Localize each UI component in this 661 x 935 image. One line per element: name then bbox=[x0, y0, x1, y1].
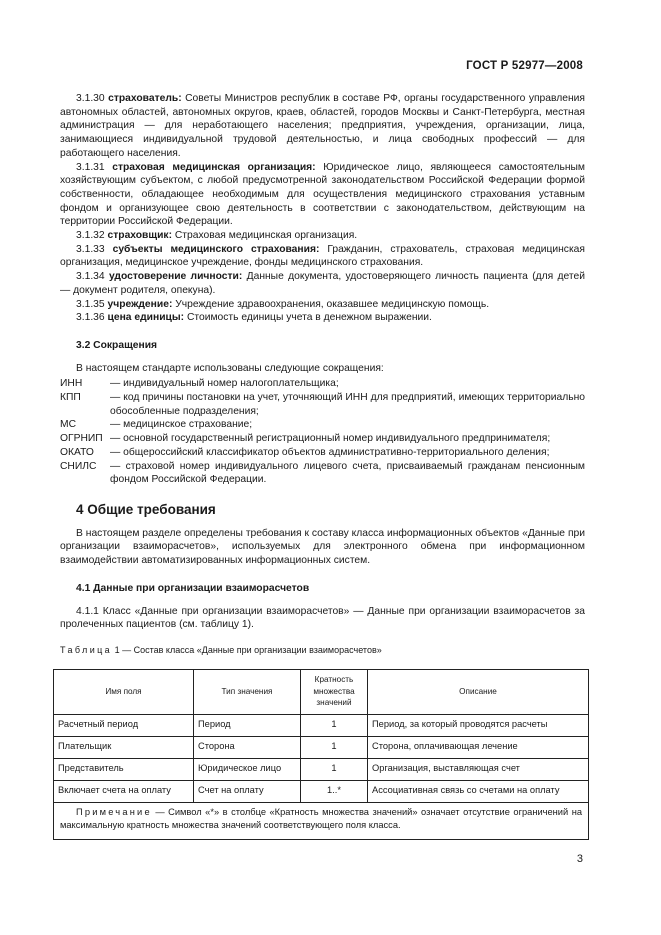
table-row bbox=[54, 780, 589, 802]
term-3-1-30: 3.1.30 страхователь: Советы Министров республик в составе РФ, органы государственного управления автономных областей, автономных округов, краев, областей, городов Москвы и Санкт-Петербурга, местная администрация — для неработающего населения; предприятия, учреждения, организации, лица, занимающиеся индивидуальной трудовой деятельностью, и лица свободных профессий — для работающего населения. bbox=[60, 93, 585, 159]
table-cell: Включает счета на оплату bbox=[54, 780, 194, 802]
page-number: 3 bbox=[576, 853, 583, 865]
table-cell: Ассоциативная связь со счетами на оплату bbox=[368, 780, 589, 802]
abbr-value: — общероссийский классификатор объектов административно-территориального деления; bbox=[110, 446, 550, 458]
abbr-key: КПП bbox=[60, 392, 81, 404]
section-4-intro: В настоящем разделе определены требования к составу класса информационных объектов «Данные при организации взаиморасчетов», используемых для электронного обмена при информационном взаимодействии автоматизированных информационных систем. bbox=[60, 527, 585, 567]
table-note-row bbox=[54, 802, 589, 839]
table-cell: Период, за который проводятся расчеты bbox=[368, 714, 589, 736]
table-cell: 1 bbox=[301, 758, 368, 780]
abbr-value: — медицинское страхование; bbox=[110, 419, 253, 431]
abbr-key: МС bbox=[60, 419, 77, 431]
section-4-1-heading: 4.1 Данные при организации взаиморасчетов bbox=[76, 582, 310, 594]
abbreviations-heading: 3.2 Сокращения bbox=[76, 339, 158, 351]
abbr-key: ОКАТО bbox=[60, 446, 94, 458]
column-header: Кратность множества значений bbox=[301, 669, 368, 714]
column-header: Имя поля bbox=[54, 669, 194, 714]
table-cell: 1 bbox=[301, 714, 368, 736]
table-note: Примечание — Символ «*» в столбце «Кратность множества значений» означает отсутствие ограничений на максимальную кратность множества значений соответствующего поля класса. bbox=[54, 802, 589, 839]
table-cell: Счет на оплату bbox=[194, 780, 301, 802]
abbreviations-list bbox=[60, 377, 585, 487]
section-4-1-1-text: 4.1.1 Класс «Данные при организации взаиморасчетов» — Данные при организации взаиморасчетов за пролеченных пациентов (см. таблицу 1). bbox=[60, 605, 585, 631]
table-cell: Сторона, оплачивающая лечение bbox=[368, 736, 589, 758]
term-3-1-34: 3.1.34 удостоверение личности: Данные документа, удостоверяющего личность пациента (для детей — документ родителя, опекуна). bbox=[60, 271, 585, 296]
column-header: Тип значения bbox=[194, 669, 301, 714]
table-cell: Организация, выставляющая счет bbox=[368, 758, 589, 780]
term-3-1-31: 3.1.31 страховая медицинская организация: Юридическое лицо, являющееся самостоятельным хозяйствующим субъектом, с любой предусмотренной законодательством Российской Федерации формой собственности, обладающее необходимым для осуществления медицинского страхования уставным фондом и организующее свою деятельность в соответствии с законодательством, действующим на территории Российской Федерации. bbox=[60, 161, 585, 228]
abbr-value: — индивидуальный номер налогоплательщика; bbox=[110, 378, 339, 390]
abbr-value: — основной государственный регистрационный номер индивидуального предпринимателя; bbox=[110, 433, 551, 445]
table-cell: Расчетный период bbox=[54, 714, 194, 736]
abbr-key: ОГРНИП bbox=[60, 433, 103, 445]
table-header-row bbox=[54, 669, 589, 714]
column-header: Описание bbox=[368, 669, 589, 714]
abbreviations-intro: В настоящем стандарте использованы следующие сокращения: bbox=[76, 362, 384, 374]
table-cell: Плательщик bbox=[54, 736, 194, 758]
table-row bbox=[54, 714, 589, 736]
table-cell: 1 bbox=[301, 736, 368, 758]
composition-table bbox=[53, 669, 589, 840]
abbr-value: — код причины постановки на учет, уточняющий ИНН для предприятий, имеющих территориально обособленные подразделения; bbox=[110, 392, 585, 417]
table-cell: Представитель bbox=[54, 758, 194, 780]
term-3-1-35: 3.1.35 учреждение: Учреждение здравоохранения, оказавшее медицинскую помощь. bbox=[76, 298, 490, 310]
abbr-value: — страховой номер индивидуального лицевого счета, присваиваемый гражданам пенсионным фондом Российской Федерации. bbox=[110, 460, 585, 486]
term-3-1-32: 3.1.32 страховщик: Страховая медицинская организация. bbox=[76, 230, 358, 242]
term-3-1-33: 3.1.33 субъекты медицинского страхования: Гражданин, страхователь, страховая медицинская организация, медицинское учреждение, фонды медицинского страхования. bbox=[60, 243, 585, 269]
table-cell: Юридическое лицо bbox=[194, 758, 301, 780]
table-row bbox=[54, 758, 589, 780]
table-cell: Сторона bbox=[194, 736, 301, 758]
table-row bbox=[54, 736, 589, 758]
abbr-key: ИНН bbox=[60, 378, 83, 390]
standard-header: ГОСТ Р 52977—2008 bbox=[466, 60, 583, 72]
term-3-1-36: 3.1.36 цена единицы: Стоимость единицы учета в денежном выражении. bbox=[76, 312, 432, 324]
page-content bbox=[60, 92, 585, 840]
section-4-heading: 4 Общие требования bbox=[76, 501, 216, 517]
table-cell: Период bbox=[194, 714, 301, 736]
table-caption: Таблица 1 — Состав класса «Данные при организации взаиморасчетов» bbox=[60, 644, 382, 655]
table-cell: 1..* bbox=[301, 780, 368, 802]
abbr-key: СНИЛС bbox=[60, 460, 97, 472]
terms-list bbox=[60, 92, 585, 325]
